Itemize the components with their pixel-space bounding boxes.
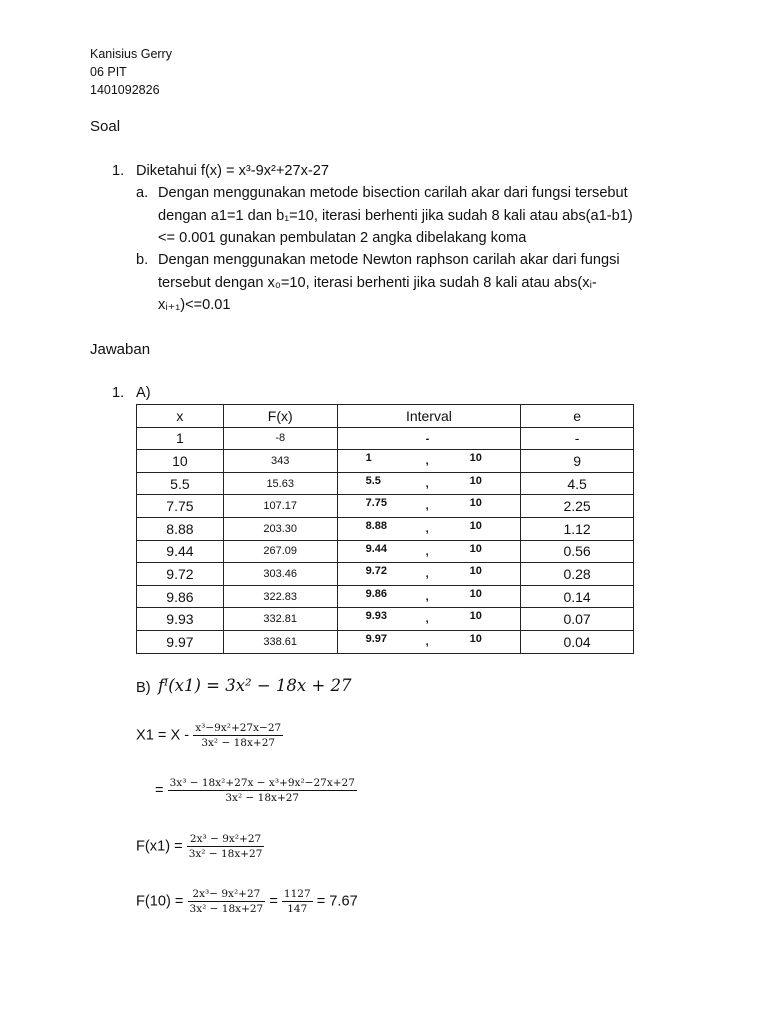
cell-interval (337, 495, 521, 518)
interval-start: 1 (365, 452, 372, 465)
table-row (137, 608, 634, 631)
interval-separator: , (425, 568, 429, 581)
student-class: 06 PIT (90, 65, 127, 79)
table-row (137, 563, 634, 586)
cell-fx: 343 (223, 450, 337, 473)
f10-value-numerator: 1127 (283, 888, 311, 900)
table-row (137, 450, 634, 473)
header-x: x (137, 405, 224, 428)
cell-interval (337, 517, 521, 540)
interval-end: 10 (469, 565, 482, 578)
f10-lhs: F(10) = (136, 893, 184, 910)
cell-x: 5.5 (137, 472, 224, 495)
cell-interval (337, 427, 521, 450)
cell-x: 9.44 (137, 540, 224, 563)
question-b-line-2: tersebut dengan x₀=10, iterasi berhenti jika sudah 8 kali atau abs(xᵢ- (158, 275, 597, 291)
f10-equation (136, 888, 358, 915)
cell-fx: 15.63 (223, 472, 337, 495)
f10-numerator: 2x³− 9x²+27 (188, 888, 266, 902)
derivative-formula: fᴵ(x1) = 3x² − 18x + 27 (158, 676, 352, 695)
cell-e: 0.04 (521, 630, 634, 653)
question-b-letter: b. (136, 252, 149, 268)
header-fx: F(x) (223, 405, 337, 428)
cell-fx: 107.17 (223, 495, 337, 518)
table-row (137, 495, 634, 518)
cell-x: 9.93 (137, 608, 224, 631)
expanded-numerator: 3x³ − 18x²+27x − x³+9x²−27x+27 (169, 777, 355, 789)
cell-fx: 303.46 (223, 563, 337, 586)
header-e: e (521, 405, 634, 428)
x1-equation (136, 722, 283, 749)
cell-e: 0.28 (521, 563, 634, 586)
interval-start: 7.75 (365, 497, 388, 510)
cell-x: 9.97 (137, 630, 224, 653)
question-a-line-1: Dengan menggunakan metode bisection carilah akar dari fungsi tersebut (158, 185, 628, 201)
x1-fraction (193, 722, 283, 749)
equals-sign: = (155, 782, 164, 799)
fx1-denominator: 3x² − 18x+27 (188, 848, 263, 860)
cell-e: 0.14 (521, 585, 634, 608)
expanded-equation (155, 777, 357, 804)
table-row (137, 427, 634, 450)
interval-start: 9.44 (365, 542, 388, 555)
cell-interval (337, 585, 521, 608)
cell-x: 10 (137, 450, 224, 473)
cell-interval (337, 630, 521, 653)
interval-start: 5.5 (365, 474, 381, 487)
cell-interval (337, 450, 521, 473)
interval-separator: , (425, 613, 429, 626)
interval-start: 9.86 (365, 587, 388, 600)
interval-separator: , (425, 635, 429, 648)
question-b-line-1: Dengan menggunakan metode Newton raphson carilah akar dari fungsi (158, 252, 620, 268)
cell-interval (337, 563, 521, 586)
f10-denominator: 3x² − 18x+27 (189, 903, 264, 915)
header-interval: Interval (337, 405, 521, 428)
interval-end: 10 (469, 452, 482, 465)
interval-start: 9.97 (365, 632, 388, 645)
cell-x: 8.88 (137, 517, 224, 540)
interval-start: 9.72 (365, 565, 388, 578)
interval-end: 10 (469, 587, 482, 600)
question-a-line-2: dengan a1=1 dan b₁=10, iterasi berhenti jika sudah 8 kali atau abs(a1-b1) (158, 208, 633, 224)
interval-end: 10 (469, 632, 482, 645)
answer-a-label: A) (136, 385, 151, 401)
table-row (137, 585, 634, 608)
cell-fx: 267.09 (223, 540, 337, 563)
interval-end: 10 (469, 610, 482, 623)
question-a-line-3: <= 0.001 gunakan pembulatan 2 angka dibelakang koma (158, 230, 527, 246)
question-a-letter: a. (136, 185, 149, 201)
f10-equals: = (269, 893, 278, 910)
interval-end: 10 (469, 474, 482, 487)
cell-e: 0.07 (521, 608, 634, 631)
cell-e: 2.25 (521, 495, 634, 518)
interval-separator: - (425, 432, 430, 445)
x1-numerator: x³−9x²+27x−27 (195, 722, 282, 734)
fx1-numerator: 2x³ − 9x²+27 (187, 833, 265, 847)
cell-e: 0.56 (521, 540, 634, 563)
interval-separator: , (425, 500, 429, 513)
cell-x: 9.72 (137, 563, 224, 586)
jawaban-heading: Jawaban (90, 341, 151, 358)
table-row (137, 540, 634, 563)
cell-fx: 338.61 (223, 630, 337, 653)
student-name: Kanisius Gerry (90, 47, 172, 61)
f10-value-denominator: 147 (287, 903, 308, 915)
cell-x: 1 (137, 427, 224, 450)
table-header-row (137, 405, 634, 428)
question-b-line-3: xᵢ₊₁)<=0.01 (158, 297, 231, 313)
interval-end: 10 (469, 519, 482, 532)
cell-interval (337, 540, 521, 563)
interval-separator: , (425, 590, 429, 603)
bisection-table (136, 404, 634, 654)
fx1-fraction (187, 833, 265, 860)
student-id: 1401092826 (90, 83, 160, 97)
interval-separator: , (425, 455, 429, 468)
x1-denominator: 3x² − 18x+27 (201, 737, 276, 749)
cell-e: - (521, 427, 634, 450)
cell-interval (337, 472, 521, 495)
cell-fx: 322.83 (223, 585, 337, 608)
fx1-lhs: F(x1) = (136, 838, 183, 855)
x1-lhs: X1 = X - (136, 727, 190, 744)
cell-fx: 203.30 (223, 517, 337, 540)
interval-separator: , (425, 522, 429, 535)
cell-x: 7.75 (137, 495, 224, 518)
f10-fraction (188, 888, 266, 915)
fx1-equation (136, 833, 264, 860)
cell-e: 1.12 (521, 517, 634, 540)
cell-e: 9 (521, 450, 634, 473)
cell-fx: 332.81 (223, 608, 337, 631)
f10-value-fraction (282, 888, 313, 915)
expanded-denominator: 3x² − 18x+27 (225, 792, 300, 804)
soal-heading: Soal (90, 118, 121, 135)
cell-e: 4.5 (521, 472, 634, 495)
interval-end: 10 (469, 542, 482, 555)
answer-b-label: B) (136, 680, 151, 696)
table-row (137, 472, 634, 495)
expanded-fraction (168, 777, 357, 804)
question-text: Diketahui f(x) = x³-9x²+27x-27 (136, 163, 330, 179)
table-row (137, 630, 634, 653)
interval-start: 8.88 (365, 519, 388, 532)
table-row (137, 517, 634, 540)
cell-fx: -8 (223, 427, 337, 450)
interval-separator: , (425, 477, 429, 490)
interval-separator: , (425, 545, 429, 558)
answer-number: 1. (112, 385, 125, 401)
cell-x: 9.86 (137, 585, 224, 608)
interval-start: 9.93 (365, 610, 388, 623)
f10-result: = 7.67 (316, 893, 358, 910)
question-number: 1. (112, 163, 125, 179)
interval-end: 10 (469, 497, 482, 510)
cell-interval (337, 608, 521, 631)
